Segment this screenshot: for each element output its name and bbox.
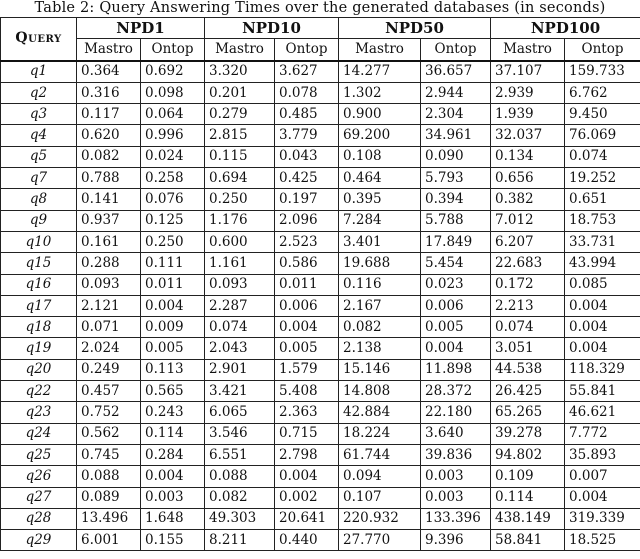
time-value-cell: 0.002	[275, 487, 339, 508]
table-row	[1, 61, 640, 83]
time-value-cell: 39.836	[421, 444, 491, 465]
time-value-cell: 0.316	[77, 82, 141, 103]
time-value-cell: 49.303	[205, 508, 275, 529]
system-header-mastro: Mastro	[205, 39, 275, 61]
time-value-cell: 0.364	[77, 61, 141, 83]
table-row	[1, 274, 640, 295]
time-value-cell: 2.043	[205, 338, 275, 359]
time-value-cell: 0.004	[141, 466, 205, 487]
query-id-cell: q23	[1, 402, 77, 423]
time-value-cell: 0.003	[141, 487, 205, 508]
time-value-cell: 44.538	[491, 359, 565, 380]
group-header-row	[1, 18, 640, 39]
time-value-cell: 0.620	[77, 125, 141, 146]
time-value-cell: 1.939	[491, 104, 565, 125]
table-row	[1, 402, 640, 423]
time-value-cell: 0.023	[421, 274, 491, 295]
query-id-cell: q1	[1, 61, 77, 83]
time-value-cell: 0.116	[339, 274, 421, 295]
time-value-cell: 3.401	[339, 231, 421, 252]
time-value-cell: 0.074	[565, 146, 640, 167]
time-value-cell: 2.287	[205, 295, 275, 316]
time-value-cell: 22.683	[491, 253, 565, 274]
table-row	[1, 125, 640, 146]
time-value-cell: 5.454	[421, 253, 491, 274]
time-value-cell: 3.640	[421, 423, 491, 444]
time-value-cell: 28.372	[421, 381, 491, 402]
query-id-cell: q10	[1, 231, 77, 252]
time-value-cell: 0.114	[141, 423, 205, 444]
time-value-cell: 0.088	[77, 466, 141, 487]
time-value-cell: 15.146	[339, 359, 421, 380]
time-value-cell: 0.425	[275, 168, 339, 189]
time-value-cell: 0.004	[275, 466, 339, 487]
time-value-cell: 0.093	[77, 274, 141, 295]
table-row	[1, 487, 640, 508]
table-row	[1, 295, 640, 316]
time-value-cell: 2.213	[491, 295, 565, 316]
time-value-cell: 2.944	[421, 82, 491, 103]
query-id-cell: q19	[1, 338, 77, 359]
time-value-cell: 20.641	[275, 508, 339, 529]
query-id-cell: q2	[1, 82, 77, 103]
time-value-cell: 3.546	[205, 423, 275, 444]
time-value-cell: 0.009	[141, 317, 205, 338]
time-value-cell: 94.802	[491, 444, 565, 465]
time-value-cell: 0.694	[205, 168, 275, 189]
system-header-mastro: Mastro	[77, 39, 141, 61]
group-header-npd10: NPD10	[205, 18, 339, 39]
time-value-cell: 37.107	[491, 61, 565, 83]
time-value-cell: 0.382	[491, 189, 565, 210]
time-value-cell: 0.078	[275, 82, 339, 103]
time-value-cell: 0.074	[205, 317, 275, 338]
time-value-cell: 0.656	[491, 168, 565, 189]
time-value-cell: 0.082	[77, 146, 141, 167]
table-row	[1, 317, 640, 338]
time-value-cell: 0.114	[491, 487, 565, 508]
time-value-cell: 0.003	[421, 466, 491, 487]
time-value-cell: 2.167	[339, 295, 421, 316]
time-value-cell: 0.004	[565, 338, 640, 359]
query-id-cell: q27	[1, 487, 77, 508]
time-value-cell: 0.752	[77, 402, 141, 423]
time-value-cell: 0.937	[77, 210, 141, 231]
table-row	[1, 104, 640, 125]
time-value-cell: 2.138	[339, 338, 421, 359]
table-body	[1, 61, 640, 551]
time-value-cell: 6.207	[491, 231, 565, 252]
time-value-cell: 1.579	[275, 359, 339, 380]
query-id-cell: q15	[1, 253, 77, 274]
query-id-cell: q20	[1, 359, 77, 380]
time-value-cell: 0.109	[491, 466, 565, 487]
time-value-cell: 27.770	[339, 530, 421, 551]
time-value-cell: 0.996	[141, 125, 205, 146]
time-value-cell: 0.006	[275, 295, 339, 316]
system-header-ontop: Ontop	[141, 39, 205, 61]
time-value-cell: 0.250	[141, 231, 205, 252]
table-row	[1, 359, 640, 380]
time-value-cell: 0.715	[275, 423, 339, 444]
table-row	[1, 82, 640, 103]
time-value-cell: 133.396	[421, 508, 491, 529]
time-value-cell: 7.772	[565, 423, 640, 444]
time-value-cell: 6.001	[77, 530, 141, 551]
time-value-cell: 1.161	[205, 253, 275, 274]
table-row	[1, 253, 640, 274]
time-value-cell: 0.745	[77, 444, 141, 465]
system-header-mastro: Mastro	[491, 39, 565, 61]
time-value-cell: 0.011	[275, 274, 339, 295]
table-row	[1, 210, 640, 231]
time-value-cell: 42.884	[339, 402, 421, 423]
time-value-cell: 0.115	[205, 146, 275, 167]
time-value-cell: 0.107	[339, 487, 421, 508]
query-id-cell: q9	[1, 210, 77, 231]
query-id-cell: q22	[1, 381, 77, 402]
time-value-cell: 19.252	[565, 168, 640, 189]
time-value-cell: 0.134	[491, 146, 565, 167]
time-value-cell: 0.565	[141, 381, 205, 402]
time-value-cell: 0.279	[205, 104, 275, 125]
time-value-cell: 2.121	[77, 295, 141, 316]
time-value-cell: 26.425	[491, 381, 565, 402]
system-header-mastro: Mastro	[339, 39, 421, 61]
time-value-cell: 0.288	[77, 253, 141, 274]
time-value-cell: 18.224	[339, 423, 421, 444]
time-value-cell: 0.600	[205, 231, 275, 252]
time-value-cell: 0.243	[141, 402, 205, 423]
time-value-cell: 0.900	[339, 104, 421, 125]
time-value-cell: 6.762	[565, 82, 640, 103]
time-value-cell: 9.450	[565, 104, 640, 125]
time-value-cell: 0.043	[275, 146, 339, 167]
time-value-cell: 0.005	[275, 338, 339, 359]
time-value-cell: 0.003	[421, 487, 491, 508]
time-value-cell: 2.523	[275, 231, 339, 252]
time-value-cell: 69.200	[339, 125, 421, 146]
time-value-cell: 0.071	[77, 317, 141, 338]
table-row	[1, 146, 640, 167]
time-value-cell: 5.788	[421, 210, 491, 231]
time-value-cell: 65.265	[491, 402, 565, 423]
table-row	[1, 338, 640, 359]
time-value-cell: 0.111	[141, 253, 205, 274]
time-value-cell: 22.180	[421, 402, 491, 423]
time-value-cell: 5.408	[275, 381, 339, 402]
time-value-cell: 0.125	[141, 210, 205, 231]
time-value-cell: 0.141	[77, 189, 141, 210]
table-row	[1, 423, 640, 444]
time-value-cell: 0.108	[339, 146, 421, 167]
time-value-cell: 0.117	[77, 104, 141, 125]
time-value-cell: 0.004	[275, 317, 339, 338]
time-value-cell: 2.939	[491, 82, 565, 103]
time-value-cell: 0.004	[421, 338, 491, 359]
table-row	[1, 508, 640, 529]
time-value-cell: 2.815	[205, 125, 275, 146]
time-value-cell: 2.024	[77, 338, 141, 359]
time-value-cell: 17.849	[421, 231, 491, 252]
table-row	[1, 444, 640, 465]
time-value-cell: 0.004	[565, 295, 640, 316]
table-row	[1, 189, 640, 210]
query-id-cell: q8	[1, 189, 77, 210]
system-header-ontop: Ontop	[421, 39, 491, 61]
time-value-cell: 58.841	[491, 530, 565, 551]
time-value-cell: 1.302	[339, 82, 421, 103]
time-value-cell: 0.113	[141, 359, 205, 380]
query-id-cell: q7	[1, 168, 77, 189]
table-row	[1, 466, 640, 487]
time-value-cell: 438.149	[491, 508, 565, 529]
time-value-cell: 0.457	[77, 381, 141, 402]
query-id-cell: q4	[1, 125, 77, 146]
time-value-cell: 220.932	[339, 508, 421, 529]
time-value-cell: 2.901	[205, 359, 275, 380]
query-column-header: Query	[1, 18, 77, 61]
time-value-cell: 61.744	[339, 444, 421, 465]
time-value-cell: 1.648	[141, 508, 205, 529]
time-value-cell: 33.731	[565, 231, 640, 252]
system-header-ontop: Ontop	[565, 39, 640, 61]
time-value-cell: 0.562	[77, 423, 141, 444]
time-value-cell: 0.024	[141, 146, 205, 167]
time-value-cell: 0.250	[205, 189, 275, 210]
query-id-cell: q5	[1, 146, 77, 167]
query-id-cell: q28	[1, 508, 77, 529]
time-value-cell: 0.094	[339, 466, 421, 487]
time-value-cell: 0.788	[77, 168, 141, 189]
time-value-cell: 0.006	[421, 295, 491, 316]
group-header-npd100: NPD100	[491, 18, 640, 39]
time-value-cell: 0.197	[275, 189, 339, 210]
query-id-cell: q26	[1, 466, 77, 487]
group-header-npd1: NPD1	[77, 18, 205, 39]
time-value-cell: 0.064	[141, 104, 205, 125]
time-value-cell: 0.090	[421, 146, 491, 167]
time-value-cell: 13.496	[77, 508, 141, 529]
time-value-cell: 34.961	[421, 125, 491, 146]
group-header-npd50: NPD50	[339, 18, 491, 39]
query-id-cell: q3	[1, 104, 77, 125]
time-value-cell: 2.798	[275, 444, 339, 465]
table-row	[1, 530, 640, 551]
time-value-cell: 319.339	[565, 508, 640, 529]
system-header-ontop: Ontop	[275, 39, 339, 61]
time-value-cell: 1.176	[205, 210, 275, 231]
time-value-cell: 3.421	[205, 381, 275, 402]
time-value-cell: 6.065	[205, 402, 275, 423]
time-value-cell: 0.258	[141, 168, 205, 189]
time-value-cell: 0.464	[339, 168, 421, 189]
time-value-cell: 0.651	[565, 189, 640, 210]
time-value-cell: 2.096	[275, 210, 339, 231]
time-value-cell: 0.284	[141, 444, 205, 465]
query-id-cell: q18	[1, 317, 77, 338]
time-value-cell: 0.082	[205, 487, 275, 508]
time-value-cell: 0.586	[275, 253, 339, 274]
time-value-cell: 0.005	[141, 338, 205, 359]
time-value-cell: 0.076	[141, 189, 205, 210]
time-value-cell: 19.688	[339, 253, 421, 274]
time-value-cell: 0.085	[565, 274, 640, 295]
time-value-cell: 159.733	[565, 61, 640, 83]
time-value-cell: 3.779	[275, 125, 339, 146]
time-value-cell: 2.363	[275, 402, 339, 423]
time-value-cell: 7.284	[339, 210, 421, 231]
time-value-cell: 0.172	[491, 274, 565, 295]
time-value-cell: 0.394	[421, 189, 491, 210]
time-value-cell: 43.994	[565, 253, 640, 274]
time-value-cell: 0.004	[141, 295, 205, 316]
query-id-cell: q16	[1, 274, 77, 295]
time-value-cell: 0.082	[339, 317, 421, 338]
time-value-cell: 0.089	[77, 487, 141, 508]
time-value-cell: 6.551	[205, 444, 275, 465]
time-value-cell: 0.440	[275, 530, 339, 551]
time-value-cell: 46.621	[565, 402, 640, 423]
time-value-cell: 0.004	[565, 487, 640, 508]
time-value-cell: 0.004	[565, 317, 640, 338]
time-value-cell: 8.211	[205, 530, 275, 551]
time-value-cell: 32.037	[491, 125, 565, 146]
time-value-cell: 0.007	[565, 466, 640, 487]
query-id-cell: q25	[1, 444, 77, 465]
time-value-cell: 36.657	[421, 61, 491, 83]
time-value-cell: 9.396	[421, 530, 491, 551]
time-value-cell: 0.692	[141, 61, 205, 83]
time-value-cell: 0.485	[275, 104, 339, 125]
time-value-cell: 0.005	[421, 317, 491, 338]
table-row	[1, 231, 640, 252]
time-value-cell: 18.525	[565, 530, 640, 551]
time-value-cell: 14.277	[339, 61, 421, 83]
time-value-cell: 39.278	[491, 423, 565, 444]
query-id-cell: q17	[1, 295, 77, 316]
time-value-cell: 14.808	[339, 381, 421, 402]
time-value-cell: 0.093	[205, 274, 275, 295]
time-value-cell: 3.627	[275, 61, 339, 83]
table-row	[1, 381, 640, 402]
time-value-cell: 0.074	[491, 317, 565, 338]
time-value-cell: 7.012	[491, 210, 565, 231]
time-value-cell: 2.304	[421, 104, 491, 125]
time-value-cell: 118.329	[565, 359, 640, 380]
time-value-cell: 0.098	[141, 82, 205, 103]
time-value-cell: 0.011	[141, 274, 205, 295]
time-value-cell: 0.088	[205, 466, 275, 487]
time-value-cell: 11.898	[421, 359, 491, 380]
system-header-row	[1, 39, 640, 61]
time-value-cell: 35.893	[565, 444, 640, 465]
time-value-cell: 3.051	[491, 338, 565, 359]
time-value-cell: 55.841	[565, 381, 640, 402]
time-value-cell: 3.320	[205, 61, 275, 83]
time-value-cell: 0.201	[205, 82, 275, 103]
table-row	[1, 168, 640, 189]
time-value-cell: 0.249	[77, 359, 141, 380]
time-value-cell: 5.793	[421, 168, 491, 189]
query-id-cell: q29	[1, 530, 77, 551]
time-value-cell: 0.155	[141, 530, 205, 551]
time-value-cell: 0.395	[339, 189, 421, 210]
query-times-table	[0, 17, 640, 551]
table-caption: Table 2: Query Answering Times over the generated databases (in seconds)	[34, 0, 606, 16]
time-value-cell: 76.069	[565, 125, 640, 146]
time-value-cell: 0.161	[77, 231, 141, 252]
query-id-cell: q24	[1, 423, 77, 444]
time-value-cell: 18.753	[565, 210, 640, 231]
